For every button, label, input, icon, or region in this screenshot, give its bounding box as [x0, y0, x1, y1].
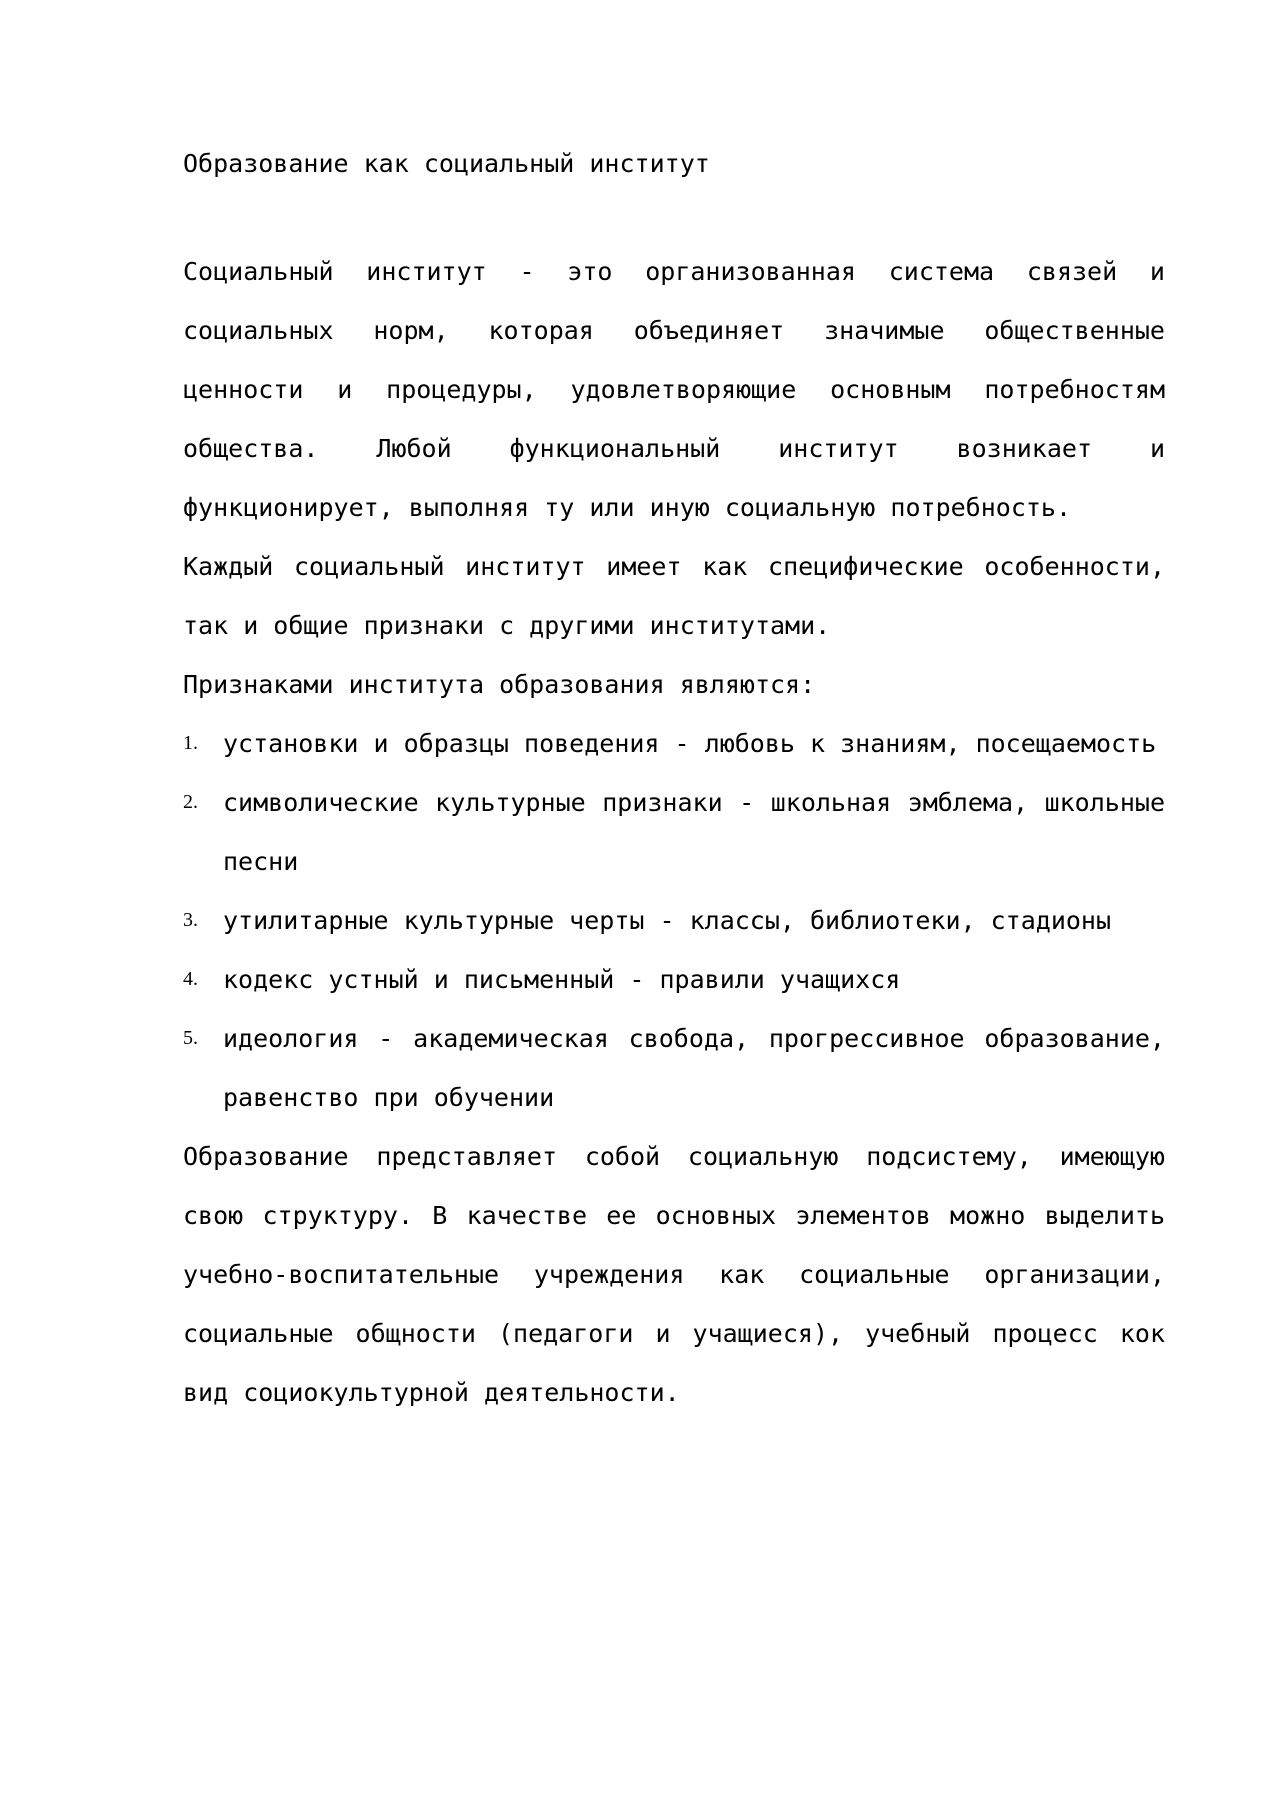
document-title: Образование как социальный институт — [183, 149, 710, 178]
list-item — [183, 1009, 1165, 1127]
paragraph-definition: Социальный институт - это организованная система связей и социальных норм, которая объединяет значимые общественные ценности и процедуры, удовлетворяющие основным потребностям общества. Любой функциональный институт возникает и функционирует, выполняя ту или иную социальную потребность. — [183, 257, 1165, 522]
list-item-text: кодекс устный и письменный - правили учащихся — [223, 965, 901, 994]
list-item-text: символические культурные признаки - школьная эмблема, школьные песни — [223, 788, 1165, 876]
paragraph-features: Каждый социальный институт имеет как специфические особенности, так и общие признаки с другими институтами. — [183, 552, 1165, 640]
paragraph-list-intro: Признаками института образования являются: — [183, 670, 816, 699]
list-item — [183, 773, 1165, 891]
list-item-number: 4. — [183, 968, 198, 990]
list-item-text: идеология - академическая свобода, прогрессивное образование, равенство при обучении — [223, 1024, 1165, 1112]
list-item — [183, 891, 1165, 950]
list-item — [183, 950, 1165, 1009]
paragraph-structure: Образование представляет собой социальную подсистему, имеющую свою структуру. В качестве ее основных элементов можно выделить учебно-воспитательные учреждения как социальные организации, социальные общности (педагоги и учащиеся), учебный процесс кок вид социокультурной деятельности. — [183, 1142, 1165, 1407]
list-item-text: установки и образцы поведения - любовь к знаниям, посещаемость — [223, 729, 1157, 758]
list-item-number: 1. — [183, 732, 198, 754]
list-item-number: 2. — [183, 791, 198, 813]
document-page — [183, 138, 1165, 1422]
list-item — [183, 714, 1165, 773]
list-item-number: 5. — [183, 1027, 198, 1049]
features-list — [183, 714, 1165, 1127]
list-item-text: утилитарные культурные черты - классы, библиотеки, стадионы — [223, 906, 1112, 935]
list-item-number: 3. — [183, 909, 198, 931]
